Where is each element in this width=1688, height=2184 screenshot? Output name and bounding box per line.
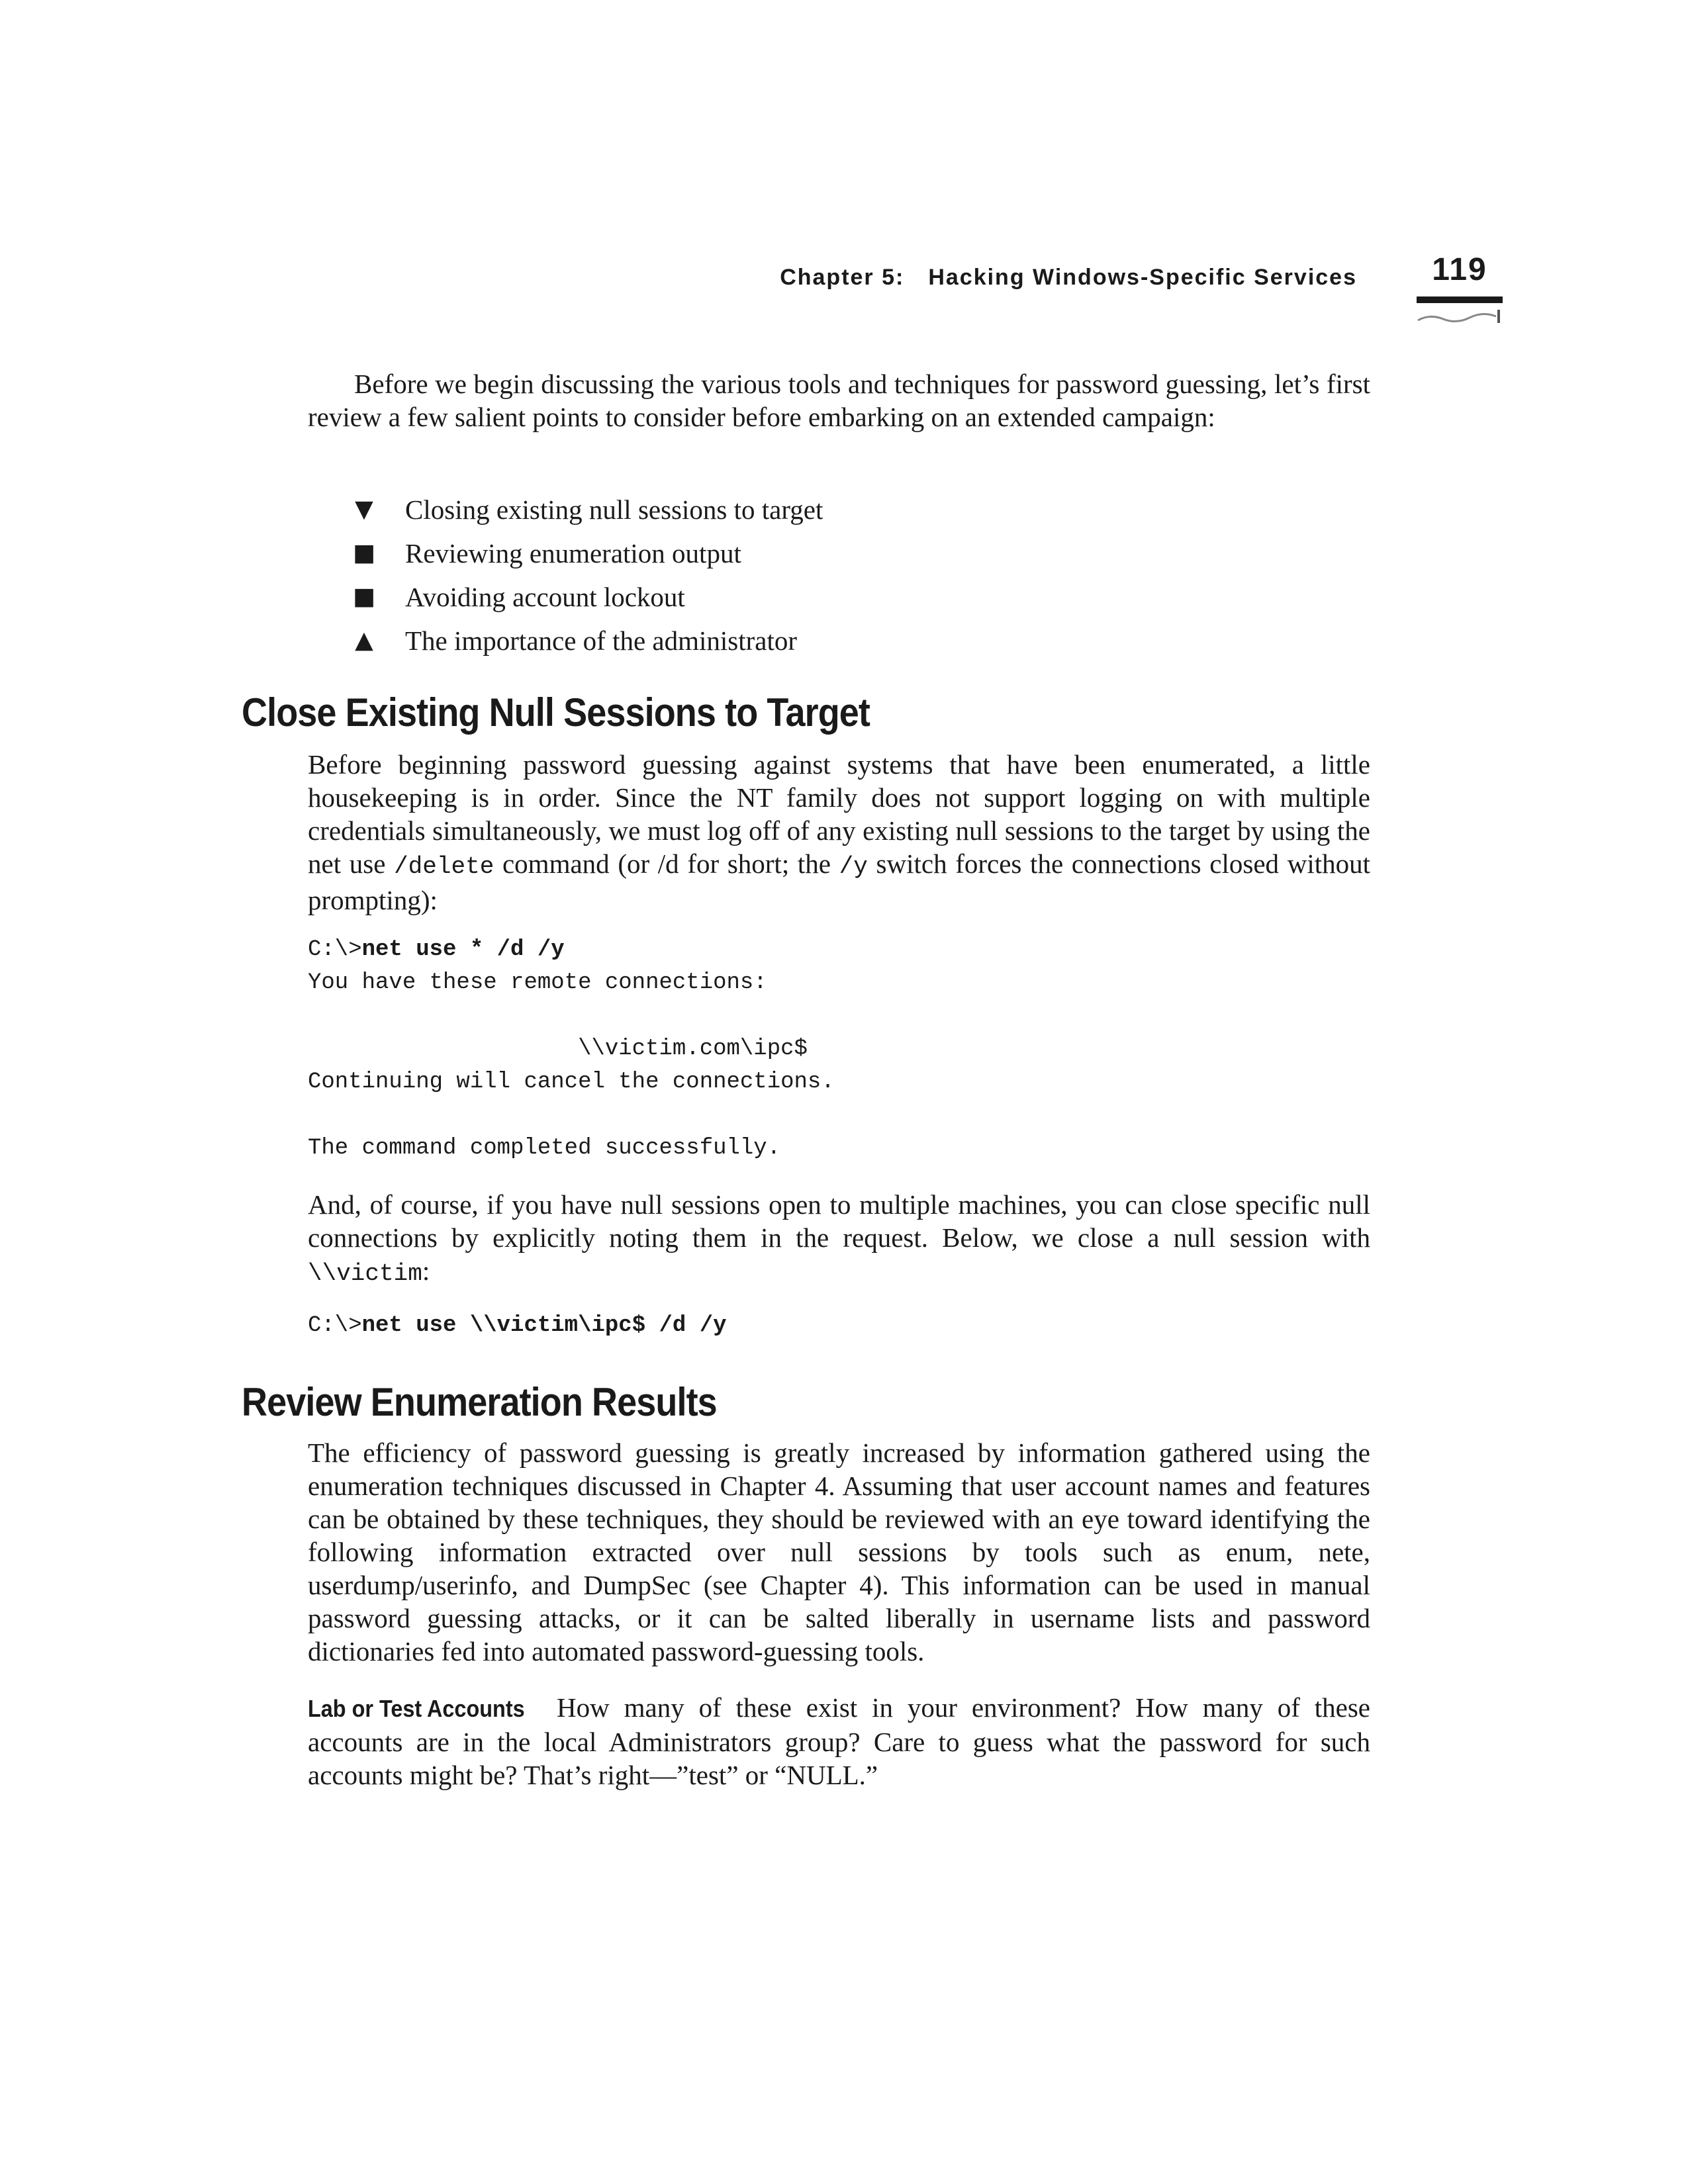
section-heading-null-sessions: Close Existing Null Sessions to Target bbox=[242, 690, 870, 735]
page-number: 119 bbox=[1432, 252, 1487, 287]
code-block-1: C:\>net use * /d /y You have these remote connections: \\victim.com\ipc$ Continuing will cancel the connections. The command completed successfully. bbox=[308, 937, 835, 1161]
section1-paragraph1: Before beginning password guessing against systems that have been enumerated, a little housekeeping is in order. Since the NT family does not support logging on with multiple credentials simultaneously, we must log off of any existing null sessions to the target by using the net use /delete command (or /d for short; the /y switch forces the connections closed without prompting): bbox=[308, 749, 1370, 915]
runin-heading: Lab or Test Accounts bbox=[308, 1695, 525, 1722]
list-item: ▼ Closing existing null sessions to target bbox=[351, 493, 1344, 537]
up-triangle-icon: ▲ bbox=[355, 627, 373, 654]
code-block-2: C:\>net use \\victim\ipc$ /d /y bbox=[308, 1313, 727, 1338]
chapter-title: Hacking Windows-Specific Services bbox=[928, 265, 1357, 290]
section1-paragraph2: And, of course, if you have null sessions open to multiple machines, you can close specific null connections by explicitly noting them in the request. Below, we close a null session with \\victim: bbox=[308, 1189, 1370, 1287]
list-item: ■ Reviewing enumeration output bbox=[351, 537, 1344, 580]
bullet-list bbox=[351, 493, 1344, 668]
inline-code: \\victim bbox=[308, 1260, 422, 1287]
list-item: ■ Avoiding account lockout bbox=[351, 580, 1344, 624]
inline-code: /delete bbox=[394, 853, 494, 880]
square-bullet-icon: ■ bbox=[352, 583, 375, 610]
chapter-label: Chapter 5: bbox=[780, 265, 905, 290]
square-bullet-icon: ■ bbox=[352, 539, 375, 567]
folio-ornament bbox=[1417, 308, 1503, 324]
section2-paragraph2: Lab or Test Accounts How many of these exist in your environment? How many of these accounts are in the local Administrators group? Care to guess what the password for such accounts might be? That’s right—”test” or “NULL.” bbox=[308, 1692, 1370, 1790]
intro-paragraph: Before we begin discussing the various tools and techniques for password guessing, let’s first review a few salient points to consider before embarking on an extended campaign: bbox=[308, 369, 1370, 432]
section2-paragraph1: The efficiency of password guessing is greatly increased by information gathered using the enumeration techniques discussed in Chapter 4. Assuming that user account names and features can be obtained by these techniques, they should be reviewed with an eye toward identifying the following information extracted over null sessions by tools such as enum, nete, userdump/userinfo, and DumpSec (see Chapter 4). This information can be used in manual password guessing attacks, or it can be salted liberally in username lists and password dictionaries fed into automated password-guessing tools. bbox=[308, 1437, 1370, 1666]
down-triangle-icon: ▼ bbox=[355, 496, 373, 523]
inline-code: /y bbox=[839, 853, 868, 880]
folio-rule bbox=[1417, 296, 1503, 303]
list-item: ▲ The importance of the administrator bbox=[351, 624, 1344, 668]
section-heading-enumeration: Review Enumeration Results bbox=[242, 1380, 717, 1424]
running-head bbox=[761, 265, 1357, 291]
